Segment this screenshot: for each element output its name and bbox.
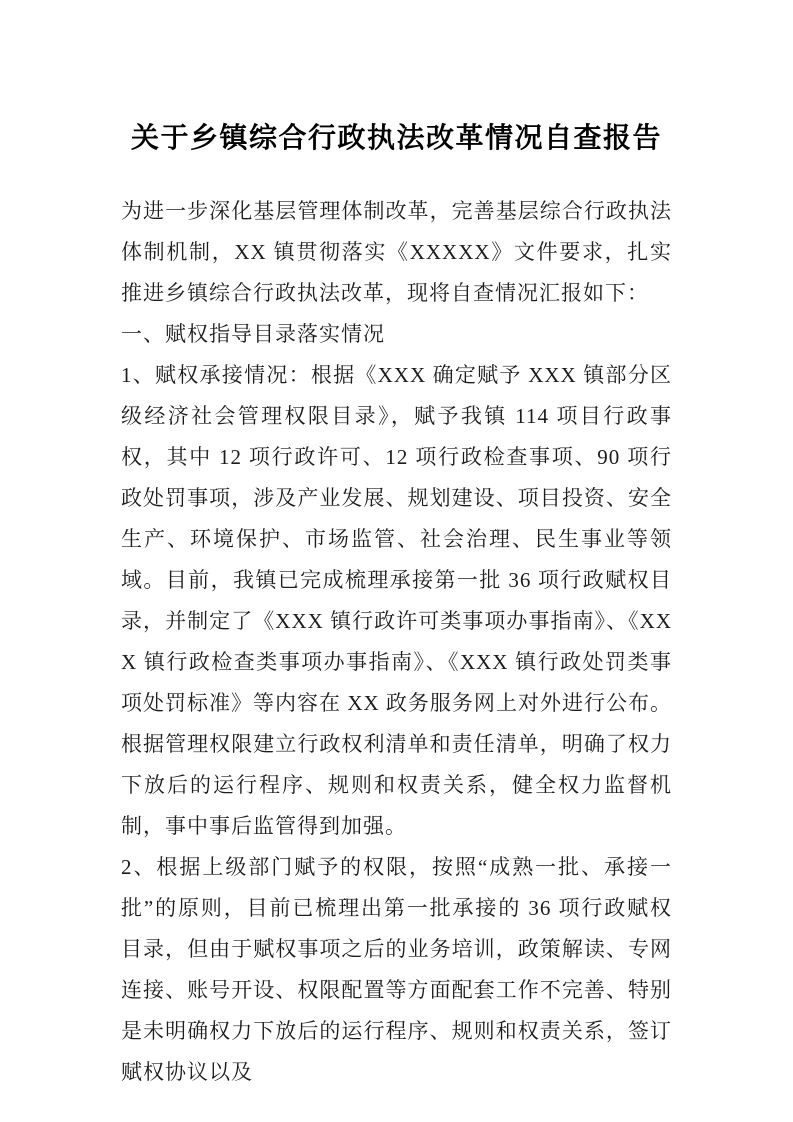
document-title: 关于乡镇综合行政执法改革情况自查报告 [130,123,662,154]
section-heading: 一、赋权指导目录落实情况 [121,322,385,346]
numbered-paragraph-2: 2、根据上级部门赋予的权限，按照“成熟一批、承接一批”的原则，目前已梳理出第一批承接的 36 项行政赋权目录，但由于赋权事项之后的业务培训，政策解读、专网连接、账号开设、权限配置等方面配套工作不完善、特别是未明确权力下放后的运行程序、规则和权责关系，签订赋权协议以及 [121,855,672,1084]
numbered-paragraph-1: 1、赋权承接情况：根据《XXX 确定赋予 XXX 镇部分区级经济社会管理权限目录》，赋予我镇 114 项目行政事权，其中 12 项行政许可、12 项行政检查事项、90 项行政处罚事项，涉及产业发展、规划建设、项目投资、安全生产、环境保护、市场监管、社会治理、民生事业等领域。目前，我镇已完成梳理承接第一批 36 项行政赋权目录，并制定了《XXX 镇行政许可类事项办事指南》、《XXX 镇行政检查类事项办事指南》、《XXX 镇行政处罚类事项处罚标准》等内容在 XX 政务服务网上对外进行公布。根据管理权限建立行政权利清单和责任清单，明确了权力下放后的运行程序、规则和权责关系，健全权力监督机制，事中事后监管得到加强。 [121,363,672,838]
document-content [121,118,672,1093]
intro-paragraph: 为进一步深化基层管理体制改革，完善基层综合行政执法体制机制，XX 镇贯彻落实《XXXXX》文件要求，扎实推进乡镇综合行政执法改革，现将自查情况汇报如下： [121,199,672,305]
